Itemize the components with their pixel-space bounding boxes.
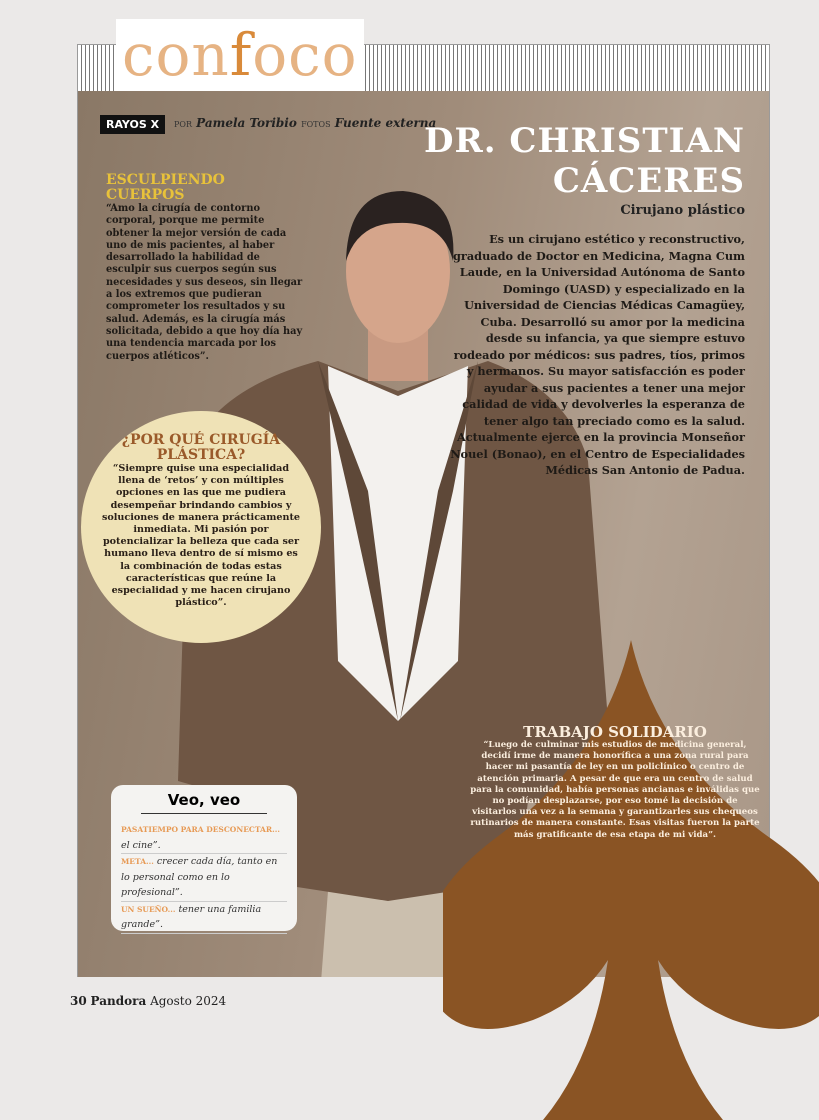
section-text: “Siempre quise una especialidad llena de ‘retos’ y con múltiples opciones en las que me pudiera desempeñar brindando cambios y soluciones de manera prácticamente inmediata. Mi pasión por potencializar la belleza que cada ser humano lleva dentro de sí mismo es la combinación de todas estas características que reúne la especialidad y me hacen cirujano plástico”. <box>101 463 301 609</box>
veo-item: UN SUEÑO... tener una familia grande”. <box>121 902 287 934</box>
section-heading: TRABAJO SOLIDARIO <box>523 723 707 741</box>
section-text: “Luego de culminar mis estudios de medicina general, decidí irme de manera honorífica a una zona rural para hacer mi pasantía de ley en un policlínico o centro de atención primaria. A pesar de que era un centro de salud para la comunidad, había personas ancianas e inválidas que no podían desplazarse, por eso tomé la decisión de visitarlos una vez a la semana y garantizarles sus chequeos rutinarios de manera constante. Esas visitas fueron la parte más gratificante de esa etapa de mi vida”. <box>470 740 760 840</box>
veo-veo-title: Veo, veo <box>141 791 267 814</box>
article-title: DR. CHRISTIAN CÁCERES <box>424 121 745 201</box>
section-text: “Amo la cirugía de contorno corporal, porque me permite obtener la mejor versión de cada uno de mis pacientes, al haber desarrollado la habilidad de esculpir sus cuerpos según sus necesidades y sus deseos, sin llegar a los extremos que pudieran comprometer los resultados y su salud. Además, es la cirugía más solicitada, debido a que hoy día hay una tendencia marcada por los cuerpos atléticos”. <box>106 203 303 362</box>
section-logo: confoco <box>116 19 364 91</box>
byline: POR Pamela Toribio FOTOS Fuente externa <box>174 116 437 130</box>
page-footer: 30 Pandora Agosto 2024 <box>70 994 227 1008</box>
spade-shape <box>443 640 819 1120</box>
section-heading: ESCULPIENDO CUERPOS <box>106 172 225 203</box>
section-tag: RAYOS X <box>100 115 165 134</box>
section-esculpiendo <box>106 173 306 363</box>
section-heading: ¿POR QUÉ CIRUGÍA PLÁSTICA? <box>121 432 281 463</box>
section-trabajo <box>470 724 760 841</box>
veo-item: PASATIEMPO PARA DESCONECTAR... el cine”. <box>121 822 287 854</box>
article-subtitle: Cirujano plástico <box>620 203 745 218</box>
section-por-que <box>81 411 321 643</box>
veo-item: META... crecer cada día, tanto en lo personal como en lo profesional”. <box>121 854 287 902</box>
bio-text: Es un cirujano estético y reconstructivo, graduado de Doctor en Medicina, Magna Cum Laude, en la Universidad Autónoma de Santo Domingo (UASD) y especializado en la Universidad de Ciencias Médicas Camagüey, Cuba. Desarrolló su amor por la medicina desde su infancia, ya que siempre estuvo rodeado por médicos: sus padres, tíos, primos y hermanos. Su mayor satisfacción es poder ayudar a sus pacientes a tener una mejor calidad de vida y devolverles la esperanza de tener algo tan preciado como es la salud. Actualmente ejerce en la provincia Monseñor Nouel (Bonao), en el Centro de Especialidades Médicas San Antonio de Padua. <box>450 232 745 477</box>
veo-veo-box <box>111 785 297 931</box>
